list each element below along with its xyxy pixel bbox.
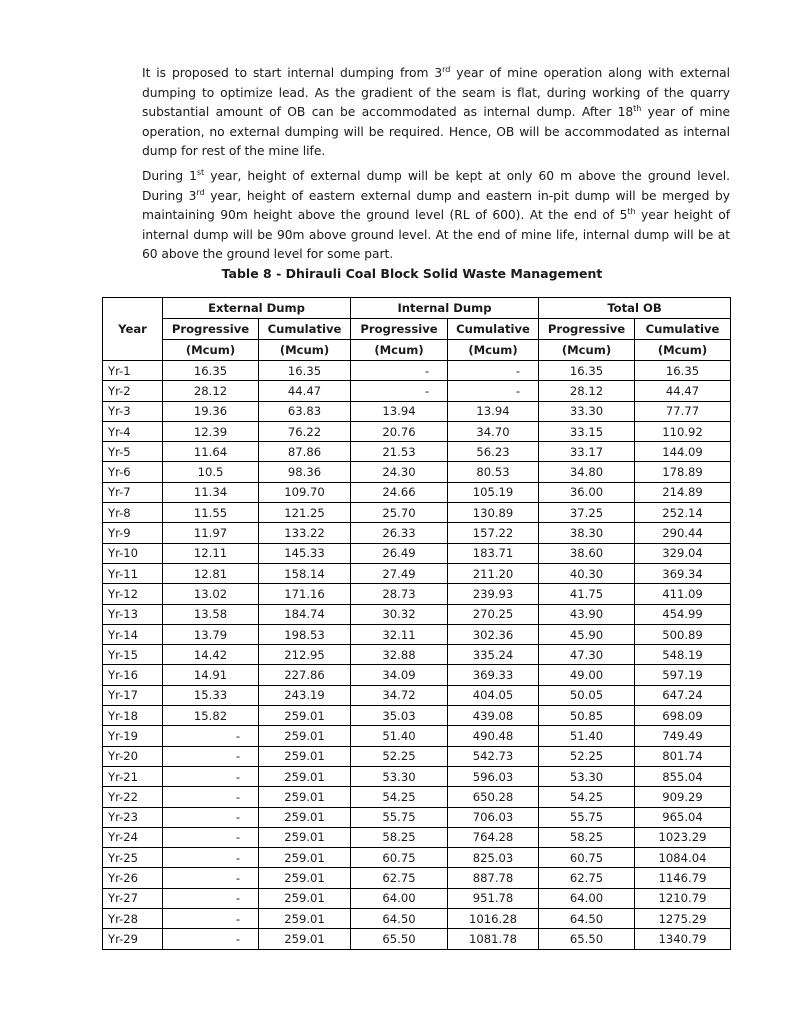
table-row: [103, 361, 731, 381]
cell-value: 15.33: [163, 685, 259, 705]
cell-value: 110.92: [635, 421, 731, 441]
subheader: Cumulative: [635, 319, 731, 340]
cell-value: 259.01: [259, 888, 351, 908]
table-row: [103, 706, 731, 726]
cell-value: -: [163, 909, 259, 929]
cell-value: 16.35: [635, 361, 731, 381]
cell-value: 64.50: [351, 909, 448, 929]
cell-year: Yr-6: [103, 462, 163, 482]
cell-value: 16.35: [539, 361, 635, 381]
cell-value: 290.44: [635, 523, 731, 543]
table-row: [103, 442, 731, 462]
cell-value: 50.85: [539, 706, 635, 726]
table-row: [103, 584, 731, 604]
table-row: [103, 421, 731, 441]
cell-value: 60.75: [539, 848, 635, 868]
cell-value: 77.77: [635, 401, 731, 421]
cell-value: 49.00: [539, 665, 635, 685]
cell-value: 259.01: [259, 929, 351, 949]
cell-value: 14.91: [163, 665, 259, 685]
cell-value: -: [351, 361, 448, 381]
cell-value: 24.30: [351, 462, 448, 482]
cell-value: -: [448, 381, 539, 401]
table-row: [103, 827, 731, 847]
cell-value: 27.49: [351, 563, 448, 583]
cell-value: 12.81: [163, 563, 259, 583]
cell-year: Yr-5: [103, 442, 163, 462]
table-row: [103, 746, 731, 766]
cell-value: 65.50: [351, 929, 448, 949]
cell-value: 32.11: [351, 624, 448, 644]
superscript: rd: [442, 64, 451, 74]
header-total-ob: Total OB: [539, 298, 731, 319]
cell-value: 45.90: [539, 624, 635, 644]
cell-value: 1146.79: [635, 868, 731, 888]
cell-value: -: [163, 787, 259, 807]
table-body: [103, 361, 731, 950]
cell-value: 1084.04: [635, 848, 731, 868]
table-row: [103, 929, 731, 949]
cell-value: 53.30: [351, 766, 448, 786]
cell-value: 34.72: [351, 685, 448, 705]
cell-value: 11.97: [163, 523, 259, 543]
table-row: [103, 381, 731, 401]
cell-value: 500.89: [635, 624, 731, 644]
cell-year: Yr-14: [103, 624, 163, 644]
header-row-units: [103, 340, 731, 361]
table-row: [103, 787, 731, 807]
cell-value: -: [163, 726, 259, 746]
cell-value: -: [163, 848, 259, 868]
cell-value: 34.09: [351, 665, 448, 685]
cell-value: 25.70: [351, 503, 448, 523]
table-row: [103, 645, 731, 665]
cell-value: 259.01: [259, 909, 351, 929]
cell-value: 171.16: [259, 584, 351, 604]
cell-value: 909.29: [635, 787, 731, 807]
cell-value: 259.01: [259, 706, 351, 726]
cell-value: 13.58: [163, 604, 259, 624]
cell-value: -: [163, 868, 259, 888]
table-row: [103, 726, 731, 746]
header-internal-dump: Internal Dump: [351, 298, 539, 319]
cell-value: 259.01: [259, 848, 351, 868]
cell-value: 454.99: [635, 604, 731, 624]
cell-value: 47.30: [539, 645, 635, 665]
cell-value: 80.53: [448, 462, 539, 482]
table-row: [103, 868, 731, 888]
cell-value: 64.00: [351, 888, 448, 908]
superscript: st: [196, 167, 205, 177]
paragraph-dump-heights: [142, 167, 730, 265]
cell-value: 1081.78: [448, 929, 539, 949]
cell-value: 214.89: [635, 482, 731, 502]
cell-value: 41.75: [539, 584, 635, 604]
header-year: Year: [103, 298, 163, 361]
cell-value: 647.24: [635, 685, 731, 705]
cell-value: 65.50: [539, 929, 635, 949]
text-run: year of mine operation along with external dumping to optimize lead. As the gradient of the seam is flat, during working of the quarry substantial amount of OB can be accommodated as internal dump. After 18: [142, 66, 730, 120]
cell-value: 1340.79: [635, 929, 731, 949]
cell-year: Yr-4: [103, 421, 163, 441]
cell-value: 55.75: [351, 807, 448, 827]
cell-value: 10.5: [163, 462, 259, 482]
cell-value: 13.79: [163, 624, 259, 644]
cell-value: 211.20: [448, 563, 539, 583]
cell-value: 44.47: [635, 381, 731, 401]
cell-value: -: [351, 381, 448, 401]
cell-value: 28.73: [351, 584, 448, 604]
cell-value: 35.03: [351, 706, 448, 726]
cell-value: 76.22: [259, 421, 351, 441]
cell-value: -: [163, 807, 259, 827]
cell-value: 37.25: [539, 503, 635, 523]
cell-value: 38.60: [539, 543, 635, 563]
cell-value: -: [448, 361, 539, 381]
cell-value: 548.19: [635, 645, 731, 665]
cell-value: 259.01: [259, 766, 351, 786]
cell-value: 11.34: [163, 482, 259, 502]
cell-value: 21.53: [351, 442, 448, 462]
cell-value: 64.00: [539, 888, 635, 908]
cell-value: 698.09: [635, 706, 731, 726]
cell-value: 16.35: [259, 361, 351, 381]
cell-value: 44.47: [259, 381, 351, 401]
cell-value: 52.25: [351, 746, 448, 766]
subheader: Progressive: [539, 319, 635, 340]
cell-value: 33.15: [539, 421, 635, 441]
cell-value: 133.22: [259, 523, 351, 543]
cell-value: 951.78: [448, 888, 539, 908]
table-row: [103, 685, 731, 705]
text-run: It is proposed to start internal dumping from 3: [142, 66, 443, 80]
cell-value: 404.05: [448, 685, 539, 705]
cell-value: 64.50: [539, 909, 635, 929]
cell-value: 252.14: [635, 503, 731, 523]
cell-year: Yr-2: [103, 381, 163, 401]
cell-year: Yr-16: [103, 665, 163, 685]
cell-value: 184.74: [259, 604, 351, 624]
cell-value: 43.90: [539, 604, 635, 624]
cell-value: 34.80: [539, 462, 635, 482]
cell-value: 212.95: [259, 645, 351, 665]
cell-value: 12.11: [163, 543, 259, 563]
cell-value: 58.25: [539, 827, 635, 847]
text-run: During 1: [142, 169, 197, 183]
cell-value: 158.14: [259, 563, 351, 583]
subheader: Progressive: [351, 319, 448, 340]
cell-year: Yr-25: [103, 848, 163, 868]
cell-value: -: [163, 929, 259, 949]
cell-value: 157.22: [448, 523, 539, 543]
unit-header: (Mcum): [259, 340, 351, 361]
cell-value: 11.55: [163, 503, 259, 523]
cell-value: 12.39: [163, 421, 259, 441]
cell-value: 597.19: [635, 665, 731, 685]
cell-year: Yr-1: [103, 361, 163, 381]
cell-value: 1016.28: [448, 909, 539, 929]
unit-header: (Mcum): [351, 340, 448, 361]
cell-year: Yr-29: [103, 929, 163, 949]
cell-value: 56.23: [448, 442, 539, 462]
header-external-dump: External Dump: [163, 298, 351, 319]
cell-value: 24.66: [351, 482, 448, 502]
table-row: [103, 848, 731, 868]
table-caption: Table 8 - Dhirauli Coal Block Solid Waste Management: [221, 266, 603, 281]
cell-value: 335.24: [448, 645, 539, 665]
cell-value: 596.03: [448, 766, 539, 786]
cell-value: -: [163, 746, 259, 766]
cell-value: 11.64: [163, 442, 259, 462]
cell-value: 855.04: [635, 766, 731, 786]
cell-value: 60.75: [351, 848, 448, 868]
cell-value: 198.53: [259, 624, 351, 644]
cell-value: 542.73: [448, 746, 539, 766]
cell-value: 52.25: [539, 746, 635, 766]
cell-value: 34.70: [448, 421, 539, 441]
cell-value: 33.30: [539, 401, 635, 421]
cell-value: 178.89: [635, 462, 731, 482]
cell-value: 490.48: [448, 726, 539, 746]
text-run: year height of internal dump will be 90m above ground level. At the end of mine life, internal dump will be at 60 above the ground level for some part.: [142, 208, 730, 262]
cell-value: 19.36: [163, 401, 259, 421]
cell-value: 38.30: [539, 523, 635, 543]
cell-value: 54.25: [351, 787, 448, 807]
table-row: [103, 503, 731, 523]
cell-value: 965.04: [635, 807, 731, 827]
cell-value: 62.75: [351, 868, 448, 888]
cell-value: 130.89: [448, 503, 539, 523]
cell-value: 20.76: [351, 421, 448, 441]
cell-value: 30.32: [351, 604, 448, 624]
table-row: [103, 909, 731, 929]
subheader: Progressive: [163, 319, 259, 340]
cell-value: 26.49: [351, 543, 448, 563]
cell-value: 825.03: [448, 848, 539, 868]
cell-value: 259.01: [259, 868, 351, 888]
cell-value: 369.34: [635, 563, 731, 583]
cell-value: 439.08: [448, 706, 539, 726]
cell-year: Yr-18: [103, 706, 163, 726]
cell-value: 411.09: [635, 584, 731, 604]
cell-value: 706.03: [448, 807, 539, 827]
cell-year: Yr-27: [103, 888, 163, 908]
cell-value: 33.17: [539, 442, 635, 462]
cell-value: 183.71: [448, 543, 539, 563]
superscript: th: [633, 104, 642, 114]
table-row: [103, 563, 731, 583]
cell-value: 55.75: [539, 807, 635, 827]
cell-value: 329.04: [635, 543, 731, 563]
cell-value: -: [163, 766, 259, 786]
cell-year: Yr-17: [103, 685, 163, 705]
unit-header: (Mcum): [448, 340, 539, 361]
cell-year: Yr-15: [103, 645, 163, 665]
cell-value: 28.12: [539, 381, 635, 401]
cell-value: 53.30: [539, 766, 635, 786]
cell-value: 54.25: [539, 787, 635, 807]
cell-value: 15.82: [163, 706, 259, 726]
unit-header: (Mcum): [635, 340, 731, 361]
subheader: Cumulative: [448, 319, 539, 340]
cell-value: 650.28: [448, 787, 539, 807]
table-row: [103, 482, 731, 502]
cell-value: 40.30: [539, 563, 635, 583]
cell-value: 369.33: [448, 665, 539, 685]
cell-year: Yr-11: [103, 563, 163, 583]
cell-value: 144.09: [635, 442, 731, 462]
cell-year: Yr-9: [103, 523, 163, 543]
table-row: [103, 807, 731, 827]
table-row: [103, 665, 731, 685]
cell-value: 227.86: [259, 665, 351, 685]
table-row: [103, 624, 731, 644]
cell-value: 62.75: [539, 868, 635, 888]
cell-year: Yr-8: [103, 503, 163, 523]
cell-value: 50.05: [539, 685, 635, 705]
cell-value: 28.12: [163, 381, 259, 401]
cell-value: 243.19: [259, 685, 351, 705]
text-run: year, height of eastern external dump and eastern in-pit dump will be merged by maintaining 90m height above the ground level (RL of 600). At the end of 5: [142, 188, 730, 223]
text-run: year of mine operation, no external dumping will be required. Hence, OB will be accommodated as internal dump for rest of the mine life.: [142, 105, 731, 159]
cell-value: 14.42: [163, 645, 259, 665]
cell-year: Yr-20: [103, 746, 163, 766]
table-row: [103, 604, 731, 624]
cell-value: 270.25: [448, 604, 539, 624]
cell-value: 1023.29: [635, 827, 731, 847]
cell-year: Yr-26: [103, 868, 163, 888]
cell-value: 121.25: [259, 503, 351, 523]
table-row: [103, 543, 731, 563]
cell-value: 58.25: [351, 827, 448, 847]
text-run: year, height of external dump will be kept at only 60 m above the ground level. During 3: [142, 169, 731, 203]
cell-year: Yr-24: [103, 827, 163, 847]
cell-year: Yr-10: [103, 543, 163, 563]
cell-value: 259.01: [259, 787, 351, 807]
cell-year: Yr-7: [103, 482, 163, 502]
cell-value: -: [163, 888, 259, 908]
header-row-groups: [103, 298, 731, 319]
table-row: [103, 523, 731, 543]
cell-year: Yr-22: [103, 787, 163, 807]
cell-value: 1275.29: [635, 909, 731, 929]
cell-year: Yr-19: [103, 726, 163, 746]
cell-value: 63.83: [259, 401, 351, 421]
cell-year: Yr-28: [103, 909, 163, 929]
table-row: [103, 766, 731, 786]
cell-value: 36.00: [539, 482, 635, 502]
cell-value: 109.70: [259, 482, 351, 502]
cell-value: 259.01: [259, 807, 351, 827]
cell-year: Yr-23: [103, 807, 163, 827]
cell-value: -: [163, 827, 259, 847]
header-row-subheaders: [103, 319, 731, 340]
cell-value: 26.33: [351, 523, 448, 543]
paragraph-internal-dumping: [142, 64, 730, 162]
cell-value: 16.35: [163, 361, 259, 381]
cell-value: 13.94: [448, 401, 539, 421]
cell-value: 1210.79: [635, 888, 731, 908]
cell-value: 145.33: [259, 543, 351, 563]
cell-value: 259.01: [259, 726, 351, 746]
cell-value: 51.40: [539, 726, 635, 746]
waste-management-table: [102, 297, 731, 950]
table-row: [103, 462, 731, 482]
superscript: rd: [196, 187, 205, 197]
cell-value: 98.36: [259, 462, 351, 482]
cell-value: 801.74: [635, 746, 731, 766]
cell-value: 105.19: [448, 482, 539, 502]
cell-value: 239.93: [448, 584, 539, 604]
cell-value: 13.94: [351, 401, 448, 421]
cell-value: 302.36: [448, 624, 539, 644]
cell-year: Yr-13: [103, 604, 163, 624]
cell-value: 259.01: [259, 827, 351, 847]
cell-value: 13.02: [163, 584, 259, 604]
cell-value: 259.01: [259, 746, 351, 766]
cell-year: Yr-3: [103, 401, 163, 421]
superscript: th: [627, 207, 636, 217]
cell-value: 51.40: [351, 726, 448, 746]
cell-value: 87.86: [259, 442, 351, 462]
cell-year: Yr-12: [103, 584, 163, 604]
unit-header: (Mcum): [163, 340, 259, 361]
table-row: [103, 888, 731, 908]
table-row: [103, 401, 731, 421]
cell-value: 764.28: [448, 827, 539, 847]
unit-header: (Mcum): [539, 340, 635, 361]
cell-value: 887.78: [448, 868, 539, 888]
cell-year: Yr-21: [103, 766, 163, 786]
subheader: Cumulative: [259, 319, 351, 340]
cell-value: 32.88: [351, 645, 448, 665]
cell-value: 749.49: [635, 726, 731, 746]
